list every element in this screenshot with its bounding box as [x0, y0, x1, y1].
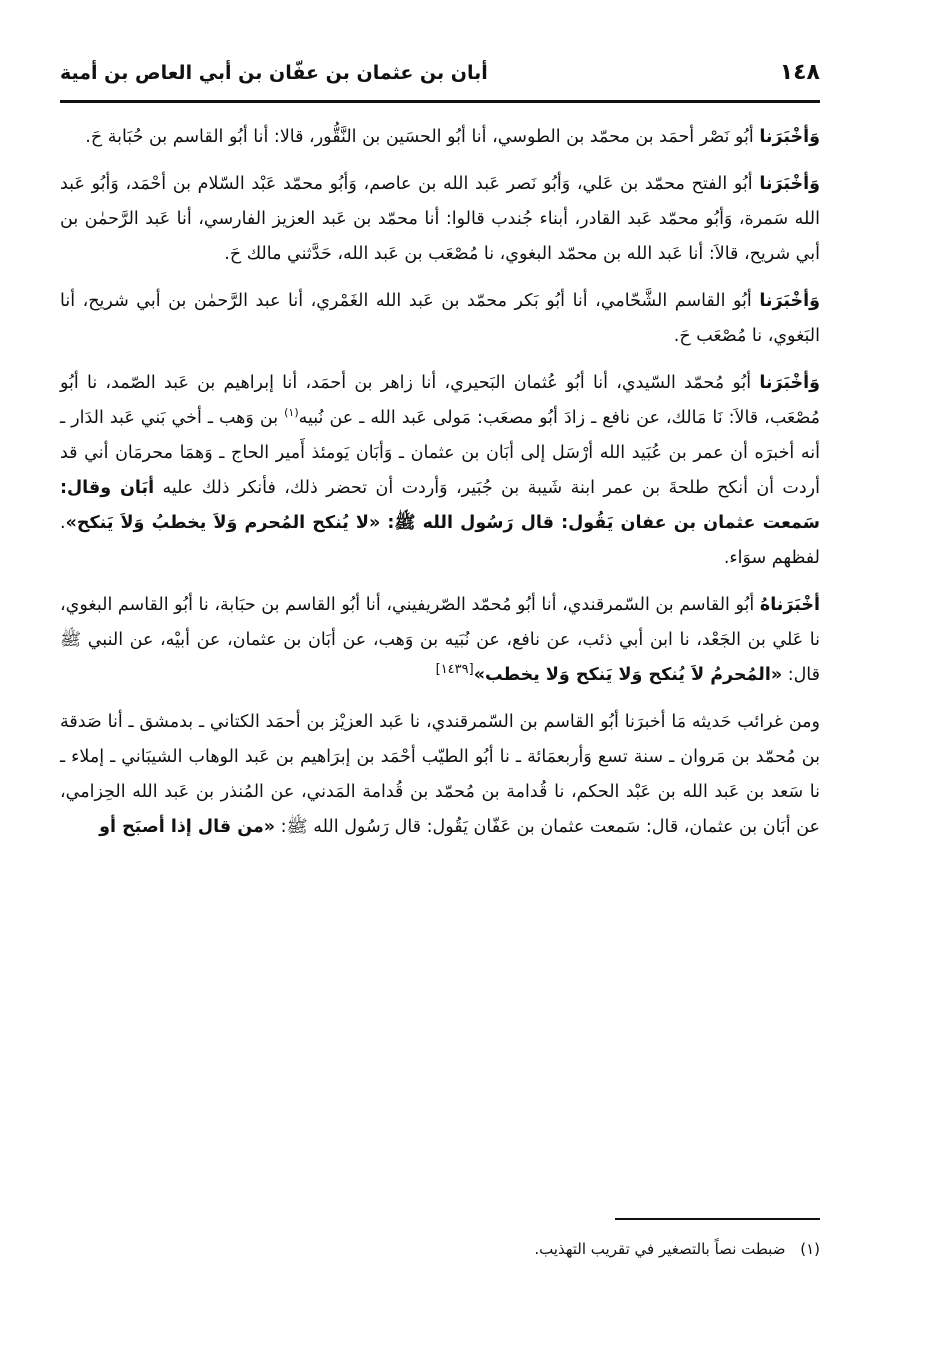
paragraph-text: أبُو مُحمّد السّيدي، أنا أبُو عُثمان البَحيري، أنا زاهر بن أحمَد، أنا إبراهيم بن عَبد الصّمد، نا أبُو مُصْعَب، قالاَ: نَا مَالك، عن نافع ـ زادَ أبُو مصعَب: مَولى عَبد الله ـ عن نُبيه	[60, 373, 821, 428]
paragraph-3	[60, 284, 820, 354]
footnote-text: ضبطت نصاً بالتصغير في تقريب التهذيب.	[534, 1240, 786, 1258]
paragraph-lead: وَأخْبَرَنا	[759, 127, 820, 147]
footnote-marker: (١)	[800, 1240, 820, 1258]
paragraph-text: أبُو القاسم الشَّحّامي، أنا أبُو بَكر محمّد بن عَبد الله الغَمْري، أنا عبد الرَّحمٰن بن أبي شريح، أنا البَغوي، نا مُصْعَب حَ.	[60, 291, 820, 346]
paragraph-text: أبُو نَصْر أحمَد بن محمّد بن الطوسي، أنا أبُو الحسَين بن النَّقُّور، قالا: أنا أبُو القاسم بن حُبَابة حَ.	[85, 127, 760, 147]
paragraph-text: بن وَهب ـ أخي بَني عَبد الدَار ـ أنه أخبرَه أن عمر بن عُبَيد الله أرْسَل إلى أبَان بن عثمان ـ وَأبَان يَومئذ أَمير الحاج ـ وَهمَا محرمَان أني قد أردت أن أنكح طلحةَ بن عمر ابنة شَيبة بن جُبَير، وَأردت أن تحضر ذلك، فأنكر ذلك عليه	[60, 408, 820, 498]
paragraph-text: أبُو الفتح محمّد بن عَلي، وَأبُو نَصر عَبد الله بن عاصم، وَأبُو محمّد عَبْد السّلام بن أحْمَد، وَأبُو عَبد الله سَمرة، وَأبُو محمّد عَبد القادر، أبناء جُندب قالوا: أنا محمّد بن عَبد العزيز الفارسي، أنا عَبد الرَّحمٰن بن أبي شريح، قالاَ: أنا عَبد الله بن محمّد البغوي، نا مُصْعَب بن عَبد الله، حَدَّثني مالك حَ.	[60, 174, 820, 264]
paragraph-4	[60, 366, 820, 576]
paragraph-6	[60, 705, 820, 845]
footnote-reference: (١)	[284, 406, 299, 420]
paragraph-lead: أخْبَرَناهُ	[759, 595, 820, 615]
paragraph-lead: وَأخْبَرَنا	[759, 174, 820, 194]
page-number: ١٤٨	[779, 60, 820, 85]
paragraph-text: أبُو القاسم بن السّمرقندي، أنا أبُو مُحمّد الصّريفيني، أنا أبُو القاسم بن حبَابة، نا أبُو القاسم البغوي، نا عَلي بن الجَعْد، نا ابن أبي ذئب، عن نافع، عن نُبَيه بن وَهب، عن أبَان بن عثمان، عن أبيْه، عن النبي ﷺ قال:	[60, 595, 820, 685]
paragraph-5	[60, 588, 820, 693]
paragraph-2	[60, 167, 820, 272]
paragraph-text: ومن غرائب حَديثه مَا أخبرَنا أبُو القاسم بن السّمرقندي، نا عَبد العزيْز بن أحمَد الكتاني ـ بدمشق ـ أنا صَدقة بن مُحمّد بن مَروان ـ سنة تسع وَأربعمَائة ـ نا أبُو الطيّب أحْمَد بن إبرَاهيم بن عَبد الوهاب الشيبَاني ـ إملاء ـ نا سَعد بن عَبد الله بن عَبْد الحكم، نا قُدامة بن مُحمّد بن قُدامة المَدني، عن المُنذر بن عَبد الله الحِزامي، عن أبَان بن عثمان، قال: سَمعت عثمان بن عَفّان يَقُول: قال رَسُول الله ﷺ:	[60, 712, 820, 837]
hadith-number: [١٤٣٩]	[435, 662, 474, 678]
footnote-rule	[615, 1218, 820, 1220]
hadith-text: «المُحرمُ لاَ يُنكح وَلا يَنكح وَلا يخطب»	[473, 665, 783, 685]
paragraph-lead: وَأخْبَرَنا	[759, 291, 820, 311]
running-header	[60, 58, 820, 98]
footnote	[60, 1236, 820, 1262]
body-text	[60, 120, 820, 857]
paragraph-lead: وَأخْبَرَنا	[759, 373, 820, 393]
hadith-text: أبَان وقال: سَمعت عثمان بن عفان يَقُول: قال رَسُول الله ﷺ: «لا يُنكح المُحرم وَلاَ يخطبُ وَلاَ يَنكح»	[60, 478, 820, 533]
header-rule	[60, 100, 820, 103]
hadith-text: «من قال إذا أصبَح أو	[99, 817, 276, 837]
header-title: أبان بن عثمان بن عفّان بن أبي العاص بن أمية	[60, 62, 488, 84]
paragraph-1	[60, 120, 820, 155]
paragraph-text: . لفظهم سوَاء.	[60, 513, 820, 568]
